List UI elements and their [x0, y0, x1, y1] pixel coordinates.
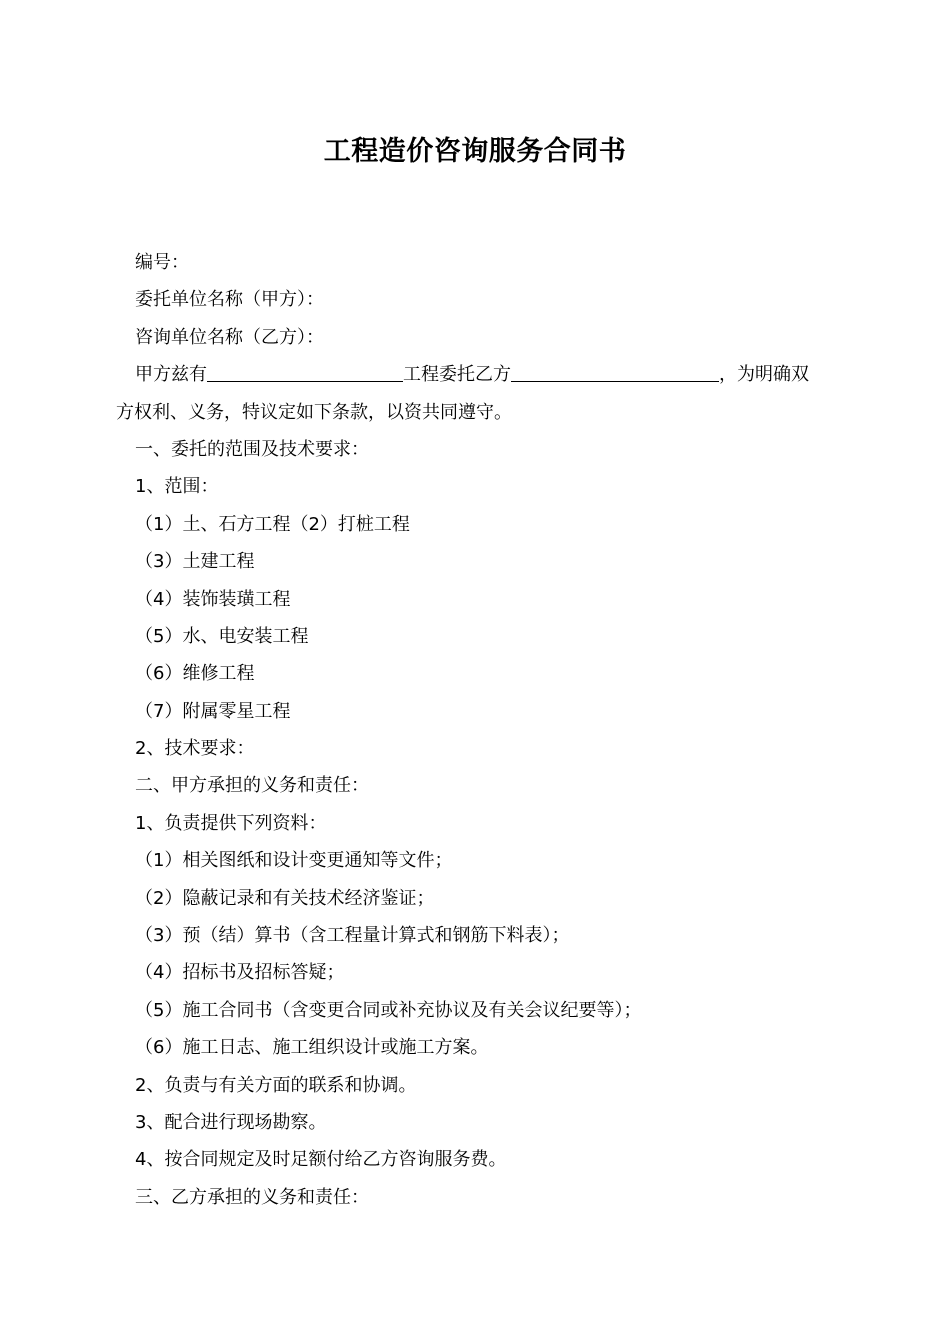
- document-title: 工程造价咨询服务合同书: [323, 136, 627, 167]
- material-item: （1）相关图纸和设计变更通知等文件；: [135, 850, 453, 872]
- scope-item: （6）维修工程: [135, 663, 255, 685]
- preamble-part3: ，为明确双: [719, 364, 809, 386]
- document-body: [116, 244, 840, 1216]
- scope-item: （5）水、电安装工程: [135, 625, 309, 647]
- scope-item: （4）装饰装璜工程: [135, 588, 291, 610]
- obligation-item: 3、配合进行现场勘察。: [135, 1111, 327, 1133]
- obligation-item: 4、按合同规定及时足额付给乙方咨询服务费。: [135, 1149, 507, 1171]
- tech-requirements-heading: 2、技术要求：: [135, 738, 255, 760]
- material-item: （6）施工日志、施工组织设计或施工方案。: [135, 1037, 489, 1059]
- scope-item: （1）土、石方工程（2）打桩工程: [135, 513, 410, 535]
- obligation-item: 2、负责与有关方面的联系和协调。: [135, 1074, 417, 1096]
- scope-heading: 1、范围：: [135, 476, 219, 498]
- contract-number-label: 编号：: [135, 252, 189, 273]
- preamble-part1: 甲方兹有: [135, 364, 207, 386]
- scope-item: （3）土建工程: [135, 551, 255, 573]
- material-item: （2）隐蔽记录和有关技术经济鉴证；: [135, 887, 435, 909]
- scope-item: （7）附属零星工程: [135, 700, 291, 722]
- section1-heading: 一、委托的范围及技术要求：: [135, 438, 369, 460]
- material-item: （5）施工合同书（含变更合同或补充协议及有关会议纪要等）；: [135, 999, 642, 1021]
- material-item: （4）招标书及招标答疑；: [135, 962, 345, 984]
- party-b-name-blank: [511, 359, 719, 382]
- preamble-line: [116, 356, 840, 393]
- party-a-label: 委托单位名称（甲方）：: [135, 289, 324, 311]
- preamble-part2: 工程委托乙方: [403, 364, 511, 386]
- material-item: （3）预（结）算书（含工程量计算式和钢筋下料表）；: [135, 925, 570, 947]
- party-b-label: 咨询单位名称（乙方）：: [135, 326, 324, 348]
- section2-heading: 二、甲方承担的义务和责任：: [135, 775, 369, 797]
- materials-heading: 1、负责提供下列资料：: [135, 812, 327, 834]
- section3-heading: 三、乙方承担的义务和责任：: [135, 1186, 369, 1208]
- preamble-continuation: 方权利、义务，特议定如下条款，以资共同遵守。: [116, 401, 512, 423]
- project-name-blank: [207, 359, 403, 382]
